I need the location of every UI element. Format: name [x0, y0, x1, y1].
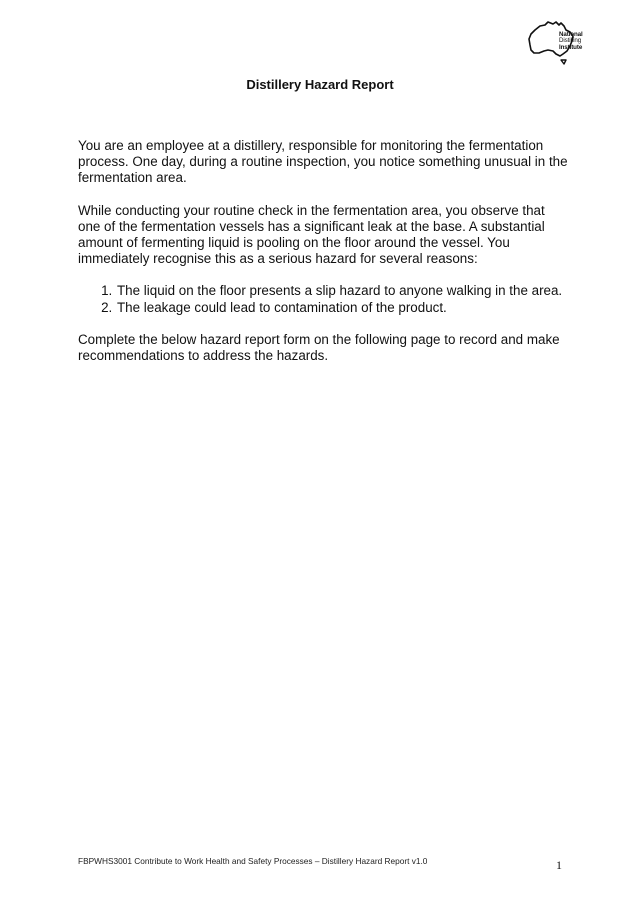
page-number: 1: [556, 858, 562, 872]
document-title: Distillery Hazard Report: [246, 77, 394, 92]
logo-line-institute: Institute: [559, 43, 583, 51]
logo-line-distilling: Distilling: [559, 37, 582, 45]
instruction-paragraph: Complete the below hazard report form on the following page to record and make recommendations to address the hazards.: [78, 331, 560, 364]
page-footer: FBPWHS3001 Contribute to Work Health and Safety Processes – Distillery Hazard Report v1.0: [78, 856, 428, 866]
hazard-reason-item: 2. The leakage could lead to contamination of the product.: [116, 300, 568, 316]
observation-paragraph: While conducting your routine check in the fermentation area, you observe that one of the fermentation vessels has a significant leak at the base. A substantial amount of fermenting liquid is pooling on the floor around the vessel. You immediately recognise this as a serious hazard for several reasons:: [78, 202, 545, 267]
document-body: [78, 138, 568, 380]
national-distilling-institute-logo: [526, 20, 596, 68]
hazard-reasons-list: [78, 283, 568, 315]
logo-line-national: National: [559, 31, 583, 38]
hazard-reason-item: 1. The liquid on the floor presents a slip hazard to anyone walking in the area.: [116, 283, 568, 299]
logo-wordmark: [559, 32, 583, 51]
intro-paragraph: You are an employee at a distillery, responsible for monitoring the fermentation process. One day, during a routine inspection, you notice something unusual in the fermentation area.: [78, 138, 568, 186]
